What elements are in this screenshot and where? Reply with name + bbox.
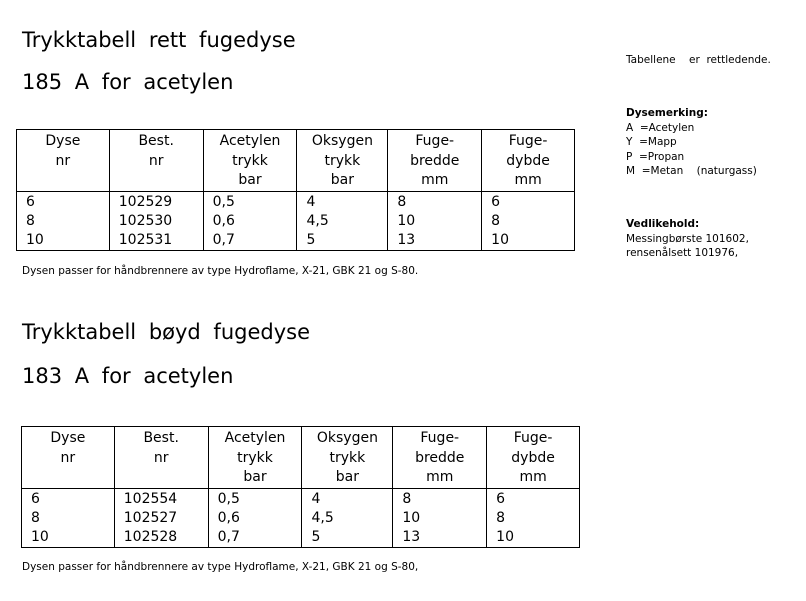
cell-fugedybde: 6 [482,191,575,212]
header-fugebredde: Fuge- bredde mm [393,427,487,489]
cell-dyse: 10 [22,528,115,548]
nozzle-marking-legend [626,106,757,179]
table-row [17,191,575,212]
marking-item: M =Metan (naturgass) [626,165,757,177]
cell-oksygen: 4 [302,488,393,509]
cell-acetylen: 0,5 [203,191,297,212]
cell-best: 102530 [109,212,203,231]
header-fugedybde: Fuge- dybde mm [482,130,575,192]
header-acetylen: Acetylen trykk bar [203,130,297,192]
table-row [22,528,580,548]
table-row [17,212,575,231]
maintenance-info [626,217,749,261]
cell-fugebredde: 8 [388,191,482,212]
header-best: Best. nr [114,427,208,489]
maintenance-item: Messingbørste 101602, [626,232,749,245]
cell-dyse: 8 [22,509,115,528]
cell-fugedybde: 8 [487,509,580,528]
cell-best: 102554 [114,488,208,509]
table-row [17,231,575,251]
section1-note: Dysen passer for håndbrennere av type Hydroflame, X-21, GBK 21 og S-80. [22,265,419,277]
cell-oksygen: 4,5 [297,212,388,231]
table-row [22,488,580,509]
marking-item: Y =Mapp [626,136,677,148]
cell-fugedybde: 10 [487,528,580,548]
cell-best: 102529 [109,191,203,212]
cell-best: 102531 [109,231,203,251]
marking-item: P =Propan [626,150,685,163]
section2-note: Dysen passer for håndbrennere av type Hydroflame, X-21, GBK 21 og S-80, [22,561,419,573]
section2-pressure-table [21,426,580,548]
table-header-row [22,427,580,489]
section2-subtitle: 183 A for acetylen [22,364,234,388]
cell-fugebredde: 13 [388,231,482,251]
cell-oksygen: 4 [297,191,388,212]
cell-acetylen: 0,6 [208,509,302,528]
marking-heading: Dysemerking: [626,107,708,119]
section2-title: Trykktabell bøyd fugedyse [22,320,311,344]
cell-dyse: 10 [17,231,110,251]
disclaimer-text: Tabellene er rettledende. [626,54,771,66]
cell-acetylen: 0,5 [208,488,302,509]
cell-fugebredde: 10 [388,212,482,231]
cell-oksygen: 4,5 [302,509,393,528]
section1-title: Trykktabell rett fugedyse [22,28,296,52]
cell-acetylen: 0,6 [203,212,297,231]
cell-fugedybde: 8 [482,212,575,231]
header-fugebredde: Fuge- bredde mm [388,130,482,192]
cell-fugebredde: 13 [393,528,487,548]
cell-oksygen: 5 [297,231,388,251]
header-acetylen: Acetylen trykk bar [208,427,302,489]
cell-best: 102528 [114,528,208,548]
cell-acetylen: 0,7 [208,528,302,548]
section1-subtitle: 185 A for acetylen [22,70,234,94]
cell-fugedybde: 6 [487,488,580,509]
cell-dyse: 6 [17,191,110,212]
header-dyse: Dyse nr [17,130,110,192]
section1-pressure-table [16,129,575,251]
cell-fugebredde: 8 [393,488,487,509]
marking-item: A =Acetylen [626,121,695,134]
table-row [22,509,580,528]
cell-dyse: 8 [17,212,110,231]
maintenance-heading: Vedlikehold: [626,218,700,230]
header-fugedybde: Fuge- dybde mm [487,427,580,489]
header-oksygen: Oksygen trykk bar [302,427,393,489]
cell-oksygen: 5 [302,528,393,548]
header-oksygen: Oksygen trykk bar [297,130,388,192]
cell-fugebredde: 10 [393,509,487,528]
cell-dyse: 6 [22,488,115,509]
maintenance-item: rensenålsett 101976, [626,247,739,259]
table-header-row [17,130,575,192]
cell-acetylen: 0,7 [203,231,297,251]
cell-fugedybde: 10 [482,231,575,251]
header-dyse: Dyse nr [22,427,115,489]
header-best: Best. nr [109,130,203,192]
cell-best: 102527 [114,509,208,528]
